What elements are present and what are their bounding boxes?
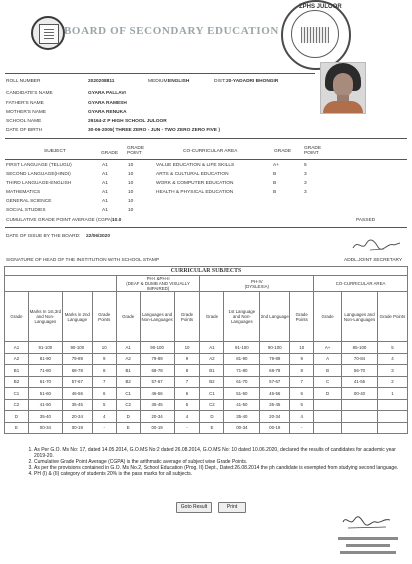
table-cell: 4 [174,411,200,423]
goto-result-button[interactable]: Goto Result [176,502,212,513]
table-row [5,353,408,365]
table-cell: 57-67 [140,376,174,388]
table-row-subject: FIRST LANGUAGE (TELUGU) [6,163,72,168]
table-cell [342,422,378,434]
table-row-point: 10 [128,190,134,195]
print-button[interactable]: Print [218,502,246,513]
col-header: Marks in 2nd Language [62,292,92,342]
table-row-co-point: 3 [304,172,307,177]
table-cell: C [314,376,342,388]
roll-label: ROLL NUMBER [6,79,41,84]
col-header: Grade Points [174,292,200,342]
group-ph4-sub: (DYSLEXIA) [244,283,270,289]
table-cell: 57-67 [260,376,290,388]
school-label: SCHOOL NAME [6,119,42,124]
issue-date-value: 22/06/2020 [86,234,111,239]
hm-signature-label: SIGNATURE OF HEAD OF THE INSTITUTION WITH SCHOOL STAMP [6,258,160,263]
table-cell: A1 [116,342,140,354]
table-cell: A2 [5,353,29,365]
dob-value: 30-06-2005( THREE ZERO - JUN - TWO ZERO ZERO FIVE ) [88,128,220,133]
table-cell: 70-84 [342,353,378,365]
table-cell: 35-45 [140,399,174,411]
table-cell: 79-89 [62,353,92,365]
group-co-curricular: CO-CURRICULAR AREA [314,276,408,292]
table-cell: 7 [92,376,116,388]
col-header: Grade [5,292,29,342]
table-cell: 9 [92,353,116,365]
table-cell: 20-34 [62,411,92,423]
headmaster-signature [340,512,394,532]
candidate-label: CANDIDATE'S NAME [6,91,53,96]
col-header: Grade Points [92,292,116,342]
table-cell: C1 [5,388,29,400]
table-row-subject: MATHEMATICS [6,190,41,195]
table-cell: 6 [290,388,314,400]
headmaster-stamp [336,534,400,558]
table-cell: 35-40 [28,411,62,423]
table-cell: 90-100 [62,342,92,354]
table-row-grade: A1 [102,199,108,204]
table-cell: 00-19 [140,422,174,434]
col-header: 2nd Language [260,292,290,342]
table-cell: 9 [174,353,200,365]
table-cell: E [116,422,140,434]
table-cell: 81-90 [28,353,62,365]
table-cell: 35-45 [260,399,290,411]
table-row [5,388,408,400]
table-cell: 5 [290,399,314,411]
school-value: 29164-Z P HIGH SCHOOL JULOOR [88,119,167,124]
notes [22,447,400,477]
table-row [5,399,408,411]
table-cell: 10 [92,342,116,354]
table-cell: A2 [200,353,224,365]
table-row [5,376,408,388]
table-cell: E [200,422,224,434]
candidate-photo [320,62,366,114]
table-cell: A [314,353,342,365]
col-header: Grade [200,292,224,342]
table-cell: 90-100 [260,342,290,354]
table-cell [377,422,407,434]
table-cell: 71-80 [224,365,260,377]
col-header: Grade Points [290,292,314,342]
board-logo [31,16,65,50]
table-cell: 10 [290,342,314,354]
table-cell: C1 [116,388,140,400]
table-row-co-point: 3 [304,181,307,186]
table-row-co-area: HEALTH & PHYSICAL EDUCATION [156,190,234,195]
group-ph12: PH-I &PH-II [146,276,170,281]
district-value: 20-YADADRI BHONGIR [226,79,279,84]
col-header: Languages and Non-Languages [342,292,378,342]
table-cell: 00-34 [224,422,260,434]
table-cell: 41-50 [224,399,260,411]
school-seal-stamp: ZPHS JULOOR [281,0,351,70]
table-cell: 20-34 [260,411,290,423]
table-row-grade: A1 [102,163,108,168]
secretary-label: ADDL.JOINT SECRETARY [344,258,403,263]
father-value: GYARA RAMESH [88,101,127,106]
grade-header: GRADE [101,151,119,156]
table-cell: 00-40 [342,388,378,400]
cgpa-value: 10.0 [112,218,122,223]
medium-value: ENGLISH [168,79,190,84]
dob-label: DATE OF BIRTH [6,128,43,133]
table-cell: 4 [377,353,407,365]
table-cell: D [314,388,342,400]
col-header: Grade [116,292,140,342]
table-row-subject: GENERAL SCIENCE [6,199,52,204]
table-cell: 46-56 [62,388,92,400]
table-cell: 51-60 [224,388,260,400]
mother-label: MOTHER'S NAME [6,110,47,115]
result-status: PASSED [356,218,376,223]
table-cell: A2 [116,353,140,365]
table-cell: 46-56 [140,388,174,400]
col-header: Grade Points [377,292,407,342]
table-row-subject: SOCIAL STUDIES [6,208,46,213]
table-cell: C2 [5,399,29,411]
table-row-subject: SECOND LANGUAGE(HINDI) [6,172,71,177]
table-row-co-area: WORK & COMPUTER EDUCATION [156,181,234,186]
table-cell: 57-67 [62,376,92,388]
table-cell: B [314,365,342,377]
table-cell: 20-34 [140,411,174,423]
table-cell: B2 [200,376,224,388]
table-row-co-point: 5 [304,163,307,168]
group-ph4: PH-IV [250,278,263,284]
table-cell: - [290,422,314,434]
table-row [5,365,408,377]
father-label: FATHER'S NAME [6,101,44,106]
table-cell: 90-100 [140,342,174,354]
col-header: Marks In 1st,3rd and Non-Languages [28,292,62,342]
table-row-co-grade: B [273,190,277,195]
table-cell: 00-19 [62,422,92,434]
table-cell: 7 [174,376,200,388]
table-cell: 8 [290,365,314,377]
table-cell: 41-55 [342,376,378,388]
issue-date-label: DATE OF ISSUE BY THE BOARD: [6,234,81,239]
grading-scale-table [4,266,408,434]
table-cell: 35-40 [224,411,260,423]
table-row-co-grade: B [273,172,277,177]
table-cell: B1 [116,365,140,377]
table-cell: 5 [377,342,407,354]
table-cell: 61-70 [28,376,62,388]
table-cell: 00-34 [28,422,62,434]
table-cell: 68-78 [62,365,92,377]
grade-point-header: GRADE POINT [127,146,145,156]
table-cell: 00-19 [260,422,290,434]
table-cell: 8 [92,365,116,377]
table-cell: 4 [92,411,116,423]
table-cell: 2 [377,376,407,388]
roll-value: 2020208811 [88,79,115,84]
note-item: 1. As Per G.O. Ms No: 17, dated 14.05.2014, G.O.MS No:2 dated 26.08.2014, G.O.MS No: 10 dated 10.06.2020, declared the results of candidates for academic year 2019-20. [34,447,400,459]
table-cell: A1 [200,342,224,354]
table-cell: 91-100 [224,342,260,354]
table-cell: 81-90 [224,353,260,365]
table-cell: 6 [92,388,116,400]
table-cell: 6 [174,388,200,400]
table-cell: 7 [290,376,314,388]
table-cell: D [116,411,140,423]
note-item: 4. PH (I) & (II) category of students 20% is the pass marks for all subjects. [34,471,400,477]
table-cell: A+ [314,342,342,354]
co-curricular-header: CO-CURRICULAR AREA [183,149,238,154]
table-cell [342,399,378,411]
secretary-signature [350,236,402,254]
table-row [5,422,408,434]
subject-header: SUBJECT [44,149,66,154]
note-item: 3. As per the provisions contained in G.O. Ms No.2, School Education (Prog. II) Dept., Dated:26.08.2014 the ph candidate is exempted from studying second language. [34,465,400,471]
table-cell: 35-45 [62,399,92,411]
table-cell: 71-80 [28,365,62,377]
table-cell: 79-89 [260,353,290,365]
table-row-co-area: VALUE EDUCATION & LIFE SKILLS [156,163,235,168]
table-row-point: 10 [128,208,134,213]
group-ph12-sub: (DEAF & DUMB AND VISUALLY IMPAIRED) [126,281,190,291]
table-cell: 51-60 [28,388,62,400]
table-cell [314,399,342,411]
table-row-point: 10 [128,181,134,186]
table-cell: 68-78 [260,365,290,377]
table-cell: - [174,422,200,434]
table-cell: 46-56 [260,388,290,400]
mother-value: GYARA RENUKA [88,110,127,115]
co-grade-point-header: GRADE POINT [304,146,322,156]
table-cell: 56-70 [342,365,378,377]
table-cell: B1 [5,365,29,377]
table-row [5,411,408,423]
medium-label: MEDIUM: [148,79,169,84]
table-cell: 1 [377,388,407,400]
table-cell: 3 [377,365,407,377]
table-cell: 5 [92,399,116,411]
table-cell: A1 [5,342,29,354]
cgpa-label: CUMULATIVE GRADE POINT AVERAGE (CGPA): [6,218,114,223]
table-cell: C2 [116,399,140,411]
table-cell: 9 [290,353,314,365]
table-cell: B2 [116,376,140,388]
table-cell: D [5,411,29,423]
table-row-point: 10 [128,199,134,204]
table-row-point: 10 [128,172,134,177]
table-cell [314,411,342,423]
table-cell [342,411,378,423]
table-cell: B2 [5,376,29,388]
col-header: Grade [314,292,342,342]
board-title: BOARD OF SECONDARY EDUCATION [64,25,279,37]
table-row-co-grade: A+ [273,163,280,168]
table-row-grade: A1 [102,190,108,195]
note-item: 2. Cumulative Grade Point Average (CGPA) is the arithmatic average of subject wise Grade Points. [34,459,400,465]
co-grade-header: GRADE [274,149,292,154]
table-cell: - [92,422,116,434]
table-row-subject: THIRD LANGUAGE-ENGLISH [6,181,72,186]
table-cell: 5 [174,399,200,411]
table-cell: C2 [200,399,224,411]
candidate-value: GYARA PALLAVI [88,91,126,96]
table-cell: 68-78 [140,365,174,377]
table-row-grade: A1 [102,181,108,186]
table-cell [314,422,342,434]
table-row-co-point: 3 [304,190,307,195]
table-cell [377,399,407,411]
district-label: DIST: [214,79,226,84]
table-row-grade: A1 [102,172,108,177]
table-row-co-area: ARTS & CULTURAL EDUCATION [156,172,229,177]
table-cell: 79-89 [140,353,174,365]
table-row-grade: A1 [102,208,108,213]
scale-title: CURRICULAR SUBJECTS [5,267,408,276]
table-row-point: 10 [128,163,134,168]
table-cell: 10 [174,342,200,354]
table-cell: D [200,411,224,423]
table-row-co-grade: B [273,181,277,186]
col-header: 1st Language and Non-Languages [224,292,260,342]
col-header: Languages and Non-Languages [140,292,174,342]
table-cell: B1 [200,365,224,377]
table-cell: E [5,422,29,434]
table-cell: 91-100 [28,342,62,354]
table-cell: C1 [200,388,224,400]
table-cell: 8 [174,365,200,377]
table-cell: 61-70 [224,376,260,388]
scale-body [5,342,408,434]
table-cell: 85-100 [342,342,378,354]
table-cell: 4 [290,411,314,423]
table-cell [377,411,407,423]
table-cell: 41-50 [28,399,62,411]
table-row [5,342,408,354]
